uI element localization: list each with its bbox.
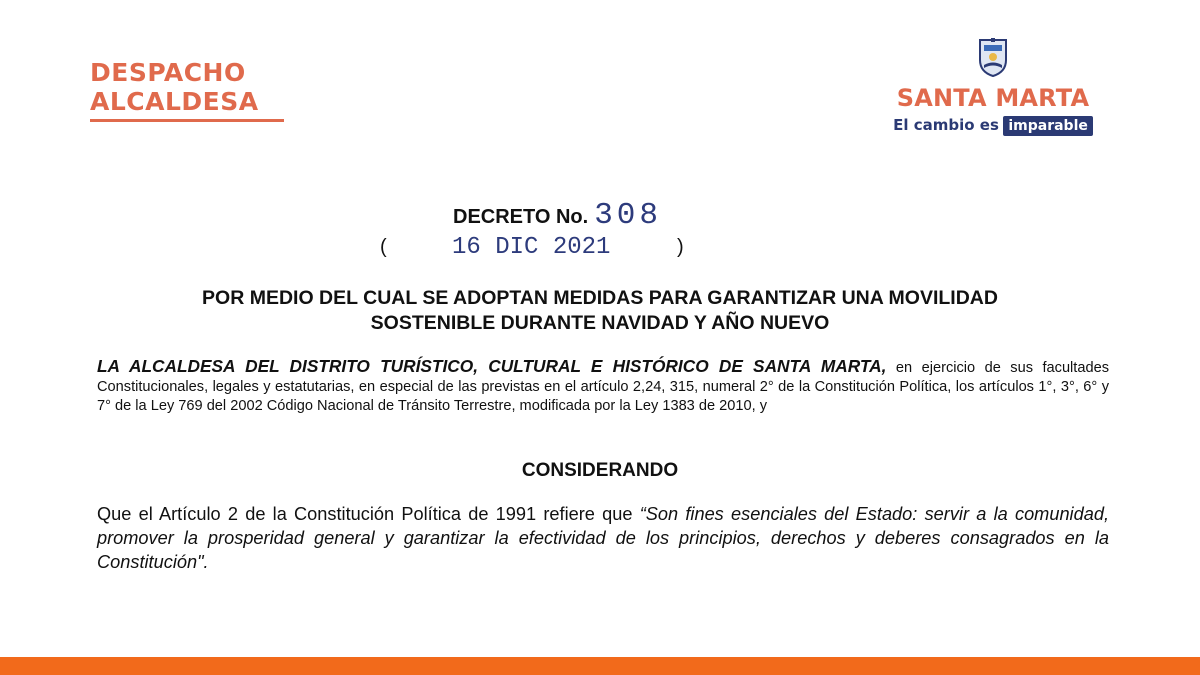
decree-date: 16 DIC 2021 — [452, 234, 611, 261]
date-paren-close: ) — [677, 236, 684, 258]
preamble-authority: LA ALCALDESA DEL DISTRITO TURÍSTICO, CULTURAL E HISTÓRICO DE SANTA MARTA, — [97, 356, 887, 376]
decree-heading — [453, 198, 773, 233]
mark-underline — [90, 119, 284, 122]
alcaldesa-line: ALCALDESA — [90, 87, 259, 116]
santa-marta-logo — [878, 38, 1108, 136]
slogan-prefix: El cambio es — [893, 116, 999, 134]
preamble-text: en ejercicio de sus facultades Constitucionales, legales y estatutarias, en especial de las previstas en el artículo 2,24, 315, numeral 2° de la Constitución Política, los artículos 1°, 3°, 6° y 7° de la Ley 769 del 2002 Código Nacional de Tránsito Terrestre, modificada por la Ley 1383 de 2010, y — [97, 360, 1109, 414]
despacho-line: DESPACHO — [90, 58, 246, 87]
considerando-heading: CONSIDERANDO — [521, 460, 679, 481]
footer-bar — [0, 657, 1200, 675]
paragraph-intro: Que el Artículo 2 de la Constitución Política de 1991 refiere que — [97, 504, 640, 524]
decree-label: DECRETO No. — [453, 206, 589, 228]
shield-icon — [978, 38, 1008, 78]
slogan-highlight: imparable — [1003, 116, 1093, 136]
slogan — [878, 116, 1108, 136]
decree-number: 308 — [594, 198, 663, 233]
title-line-1: POR MEDIO DEL CUAL SE ADOPTAN MEDIDAS PARA GARANTIZAR UNA MOVILIDAD — [202, 287, 998, 309]
date-paren-open: ( — [380, 236, 387, 258]
considerando-paragraph — [97, 502, 1109, 574]
decree-date-row — [380, 236, 690, 264]
title-line-2: SOSTENIBLE DURANTE NAVIDAD Y AÑO NUEVO — [370, 312, 830, 334]
despacho-alcaldesa-mark — [90, 58, 286, 122]
city-name: SANTA MARTA — [896, 84, 1090, 112]
decree-title — [90, 286, 1110, 336]
paragraph-quote: “Son fines esenciales del Estado: servir a la comunidad, promover la prosperidad general y garantizar la efectividad de los principios, derechos y deberes consagrados en la Constitución". — [97, 504, 1109, 572]
preamble — [97, 357, 1109, 416]
